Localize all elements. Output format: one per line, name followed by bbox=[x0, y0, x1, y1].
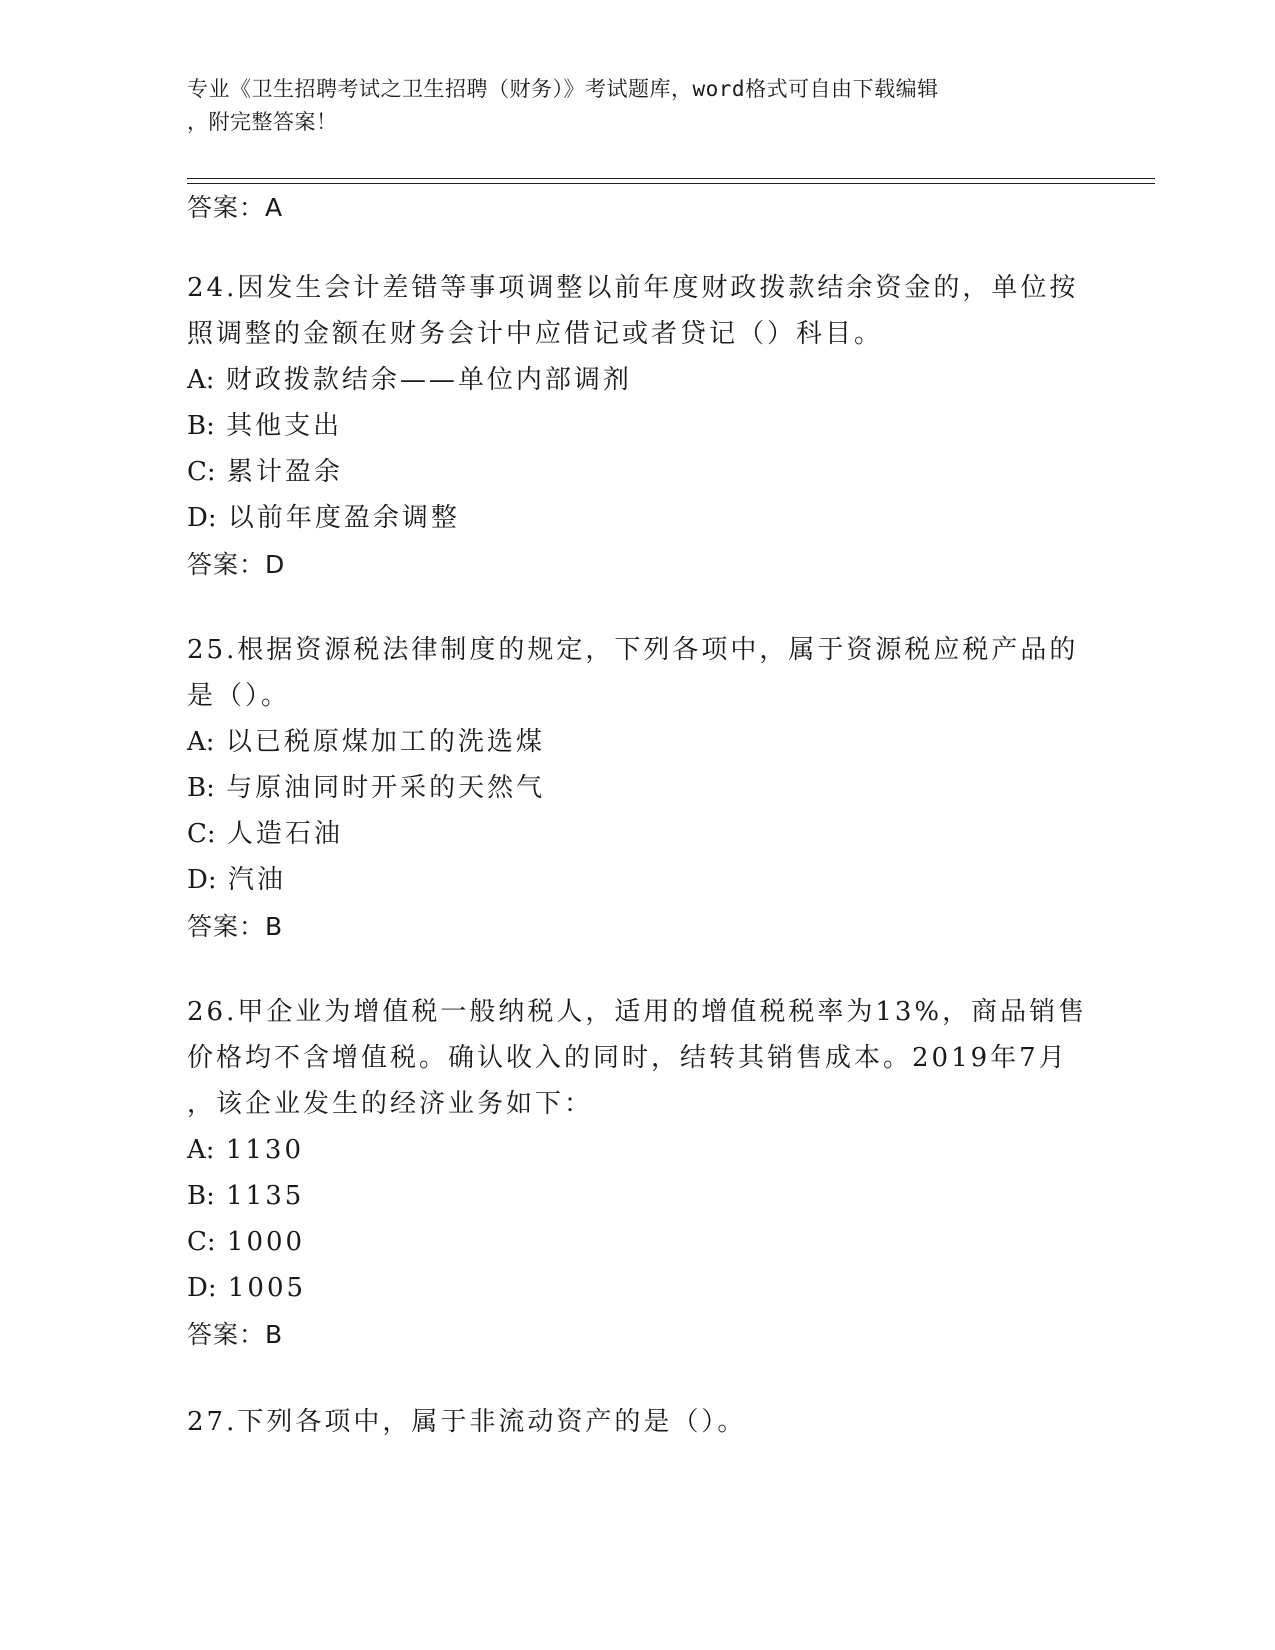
option-c bbox=[187, 1219, 1087, 1265]
answer-25: 答案：B bbox=[187, 912, 284, 941]
option-d bbox=[187, 857, 1087, 903]
option-key: A: bbox=[187, 727, 215, 757]
header-line: ，附完整答案！ bbox=[187, 110, 338, 134]
option-text: 以前年度盈余调整 bbox=[227, 503, 460, 533]
option-b bbox=[187, 1173, 1087, 1219]
option-text: 其他支出 bbox=[226, 411, 343, 441]
option-key: D: bbox=[187, 865, 217, 895]
question-line: ，该企业发生的经济业务如下： bbox=[187, 1089, 594, 1119]
option-key: C: bbox=[187, 819, 216, 849]
question-text bbox=[187, 265, 1087, 357]
question-27 bbox=[187, 1399, 1087, 1445]
question-line: 25.根据资源税法律制度的规定，下列各项中，属于资源税应税产品的 bbox=[187, 635, 1079, 665]
option-b bbox=[187, 403, 1087, 449]
option-text: 1005 bbox=[227, 1273, 307, 1303]
document-header bbox=[187, 73, 1087, 139]
question-line: 是（）。 bbox=[187, 681, 291, 711]
option-text: 1000 bbox=[226, 1227, 306, 1257]
option-c bbox=[187, 811, 1087, 857]
option-text: 人造石油 bbox=[226, 819, 343, 849]
question-25 bbox=[187, 627, 1087, 903]
option-key: D: bbox=[187, 1273, 217, 1303]
question-line: 26.甲企业为增值税一般纳税人，适用的增值税税率为13%，商品销售 bbox=[187, 997, 1088, 1027]
option-key: C: bbox=[187, 1227, 216, 1257]
option-key: B: bbox=[187, 1181, 215, 1211]
option-key: A: bbox=[187, 365, 215, 395]
option-text: 汽油 bbox=[227, 865, 286, 895]
option-d bbox=[187, 495, 1087, 541]
option-key: B: bbox=[187, 411, 215, 441]
answer-previous: 答案：A bbox=[187, 193, 284, 222]
question-text bbox=[187, 627, 1087, 719]
option-text: 与原油同时开采的天然气 bbox=[226, 773, 546, 803]
question-26 bbox=[187, 989, 1087, 1311]
option-text: 1135 bbox=[226, 1181, 305, 1211]
option-key: C: bbox=[187, 457, 216, 487]
option-b bbox=[187, 765, 1087, 811]
option-d bbox=[187, 1265, 1087, 1311]
question-line: 24.因发生会计差错等事项调整以前年度财政拨款结余资金的，单位按 bbox=[187, 273, 1079, 303]
header-divider-bottom bbox=[187, 183, 1155, 184]
option-key: B: bbox=[187, 773, 215, 803]
option-text: 财政拨款结余——单位内部调剂 bbox=[225, 365, 632, 395]
question-24 bbox=[187, 265, 1087, 541]
option-key: A: bbox=[187, 1135, 215, 1165]
question-line: 价格均不含增值税。确认收入的同时，结转其销售成本。2019年7月 bbox=[187, 1043, 1068, 1073]
question-line: 27.下列各项中，属于非流动资产的是（）。 bbox=[187, 1407, 747, 1437]
option-text: 累计盈余 bbox=[226, 457, 343, 487]
answer-26: 答案：B bbox=[187, 1320, 284, 1349]
option-c bbox=[187, 449, 1087, 495]
question-text bbox=[187, 989, 1087, 1127]
option-a bbox=[187, 1127, 1087, 1173]
question-line: 照调整的金额在财务会计中应借记或者贷记（）科目。 bbox=[187, 319, 884, 349]
answer-24: 答案：D bbox=[187, 550, 286, 579]
option-key: D: bbox=[187, 503, 217, 533]
question-text bbox=[187, 1399, 1087, 1445]
option-a bbox=[187, 357, 1087, 403]
option-text: 1130 bbox=[225, 1135, 304, 1165]
header-divider-top bbox=[187, 178, 1155, 179]
option-a bbox=[187, 719, 1087, 765]
option-text: 以已税原煤加工的洗选煤 bbox=[225, 727, 545, 757]
header-line: 专业《卫生招聘考试之卫生招聘（财务）》考试题库，word格式可自由下载编辑 bbox=[187, 77, 939, 101]
